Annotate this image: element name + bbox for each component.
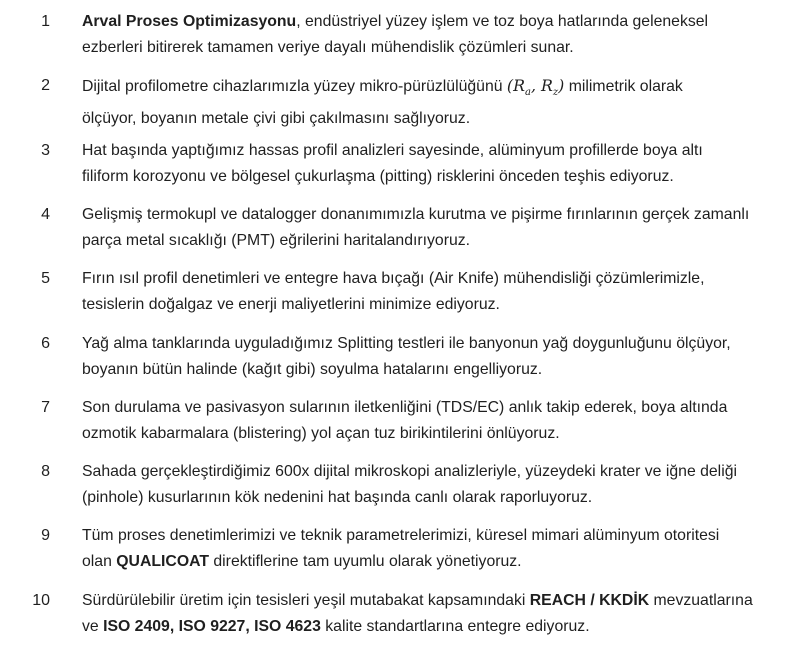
text-line — [82, 421, 800, 447]
text-segment: Sürdürülebilir üretim için tesisleri yeşil mutabakat kapsamındaki — [82, 591, 530, 609]
list-item-text — [82, 523, 800, 575]
text-segment: ölçüyor, boyanın metale çivi gibi çakılmasını sağlıyoruz. — [82, 110, 471, 128]
text-segment: mevzuatlarına — [649, 591, 753, 609]
text-segment: Fırın ısıl profil denetimleri ve entegre hava bıçağı (Air Knife) mühendisliği çözümlerimizle, — [82, 270, 705, 288]
list-item-text — [82, 9, 800, 61]
text-segment: filiform korozyonu ve bölgesel çukurlaşma (pitting) risklerini önceden teşhis ediyoruz. — [82, 167, 674, 185]
text-segment: boyanın bütün halinde (kağıt gibi) soyulma hatalarını engelliyoruz. — [82, 360, 543, 378]
text-segment: Sahada gerçekleştirdiğimiz 600x dijital mikroskopi analizleriyle, yüzeydeki krater ve iğne deliği — [82, 463, 738, 481]
text-line — [82, 106, 800, 132]
text-segment: (pinhole) kusurlarının kök nedenini hat başında canlı olarak raporluyoruz. — [82, 489, 593, 507]
list-item-number: 5 — [41, 270, 50, 288]
text-segment: Yağ alma tanklarında uyguladığımız Splitting testleri ile banyonun yağ doygunluğunu ölçüyor, — [82, 334, 731, 352]
list-item-number: 2 — [41, 77, 50, 95]
list-item-number: 8 — [41, 463, 50, 481]
list-item-number: 7 — [41, 398, 50, 416]
bold-text: QUALICOAT — [116, 553, 209, 571]
text-segment: ezberleri bitirerek tamamen veriye dayalı mühendislik çözümleri sunar. — [82, 39, 574, 56]
text-line — [82, 164, 800, 190]
text-segment: olan — [82, 553, 117, 571]
text-segment: ozmotik kabarmalara (blistering) yol açan tuz birikintilerini önlüyoruz. — [82, 424, 560, 442]
text-segment: direktiflerine tam uyumlu olarak yönetiyoruz. — [209, 553, 522, 571]
text-line — [82, 266, 800, 292]
text-line — [82, 523, 800, 549]
text-segment: parça metal sıcaklığı (PMT) eğrilerini haritalandırıyoruz. — [82, 231, 471, 249]
math-expression: ($R_a$, $R_z$) — [506, 76, 565, 99]
list-item-number: 6 — [41, 334, 50, 352]
text-line — [82, 331, 800, 357]
text-line — [82, 588, 800, 614]
list-item-number: 10 — [32, 591, 50, 609]
list-item-text — [82, 395, 800, 447]
text-line — [82, 459, 800, 485]
text-segment: Hat başında yaptığımız hassas profil analizleri sayesinde, alüminyum profillerde boya altı — [82, 141, 703, 159]
text-segment: , endüstriyel yüzey işlem ve toz boya hatlarında geleneksel — [296, 13, 709, 30]
text-line — [82, 357, 800, 383]
list-item-text — [82, 138, 800, 190]
text-line — [82, 35, 800, 61]
list-item-text — [82, 202, 800, 254]
text-segment: Tüm proses denetimlerimizi ve teknik parametrelerimizi, küresel mimari alüminyum otoritesi — [82, 527, 720, 545]
list-item-number: 9 — [41, 527, 50, 545]
text-segment: Dijital profilometre cihazlarımızla yüzey mikro-pürüzlülüğünü — [82, 78, 507, 96]
list-item-text — [82, 588, 800, 640]
text-line — [82, 549, 800, 575]
text-segment: tesislerin doğalgaz ve enerji maliyetlerini minimize ediyoruz. — [82, 296, 500, 314]
text-line — [82, 202, 800, 228]
list-item-text — [82, 331, 800, 383]
text-line — [82, 73, 800, 106]
text-segment: Son durulama ve pasivasyon sularının iletkenliğini (TDS/EC) anlık takip ederek, boya altında — [82, 398, 728, 416]
text-line — [82, 138, 800, 164]
text-segment: Gelişmiş termokupl ve datalogger donanımımızla kurutma ve pişirme fırınlarının gerçek zamanlı — [82, 205, 750, 223]
text-line — [82, 9, 800, 35]
text-line — [82, 395, 800, 421]
list-item-number: 3 — [41, 141, 50, 159]
list-item-text — [82, 459, 800, 511]
list-item-number: 1 — [41, 13, 50, 30]
bold-text: ISO 2409, ISO 9227, ISO 4623 — [103, 617, 321, 635]
list-item-number: 4 — [41, 205, 50, 223]
text-segment: kalite standartlarına entegre ediyoruz. — [320, 617, 590, 635]
text-line — [82, 228, 800, 254]
bold-text: REACH / KKDİK — [529, 591, 650, 609]
text-line — [82, 485, 800, 511]
text-segment: ve — [82, 617, 104, 635]
text-line — [82, 292, 800, 318]
text-segment: milimetrik olarak — [564, 78, 683, 96]
list-item-text — [82, 266, 800, 318]
text-line — [82, 614, 800, 640]
bold-text: Arval Proses Optimizasyonu — [82, 13, 297, 30]
list-item-text — [82, 73, 800, 132]
